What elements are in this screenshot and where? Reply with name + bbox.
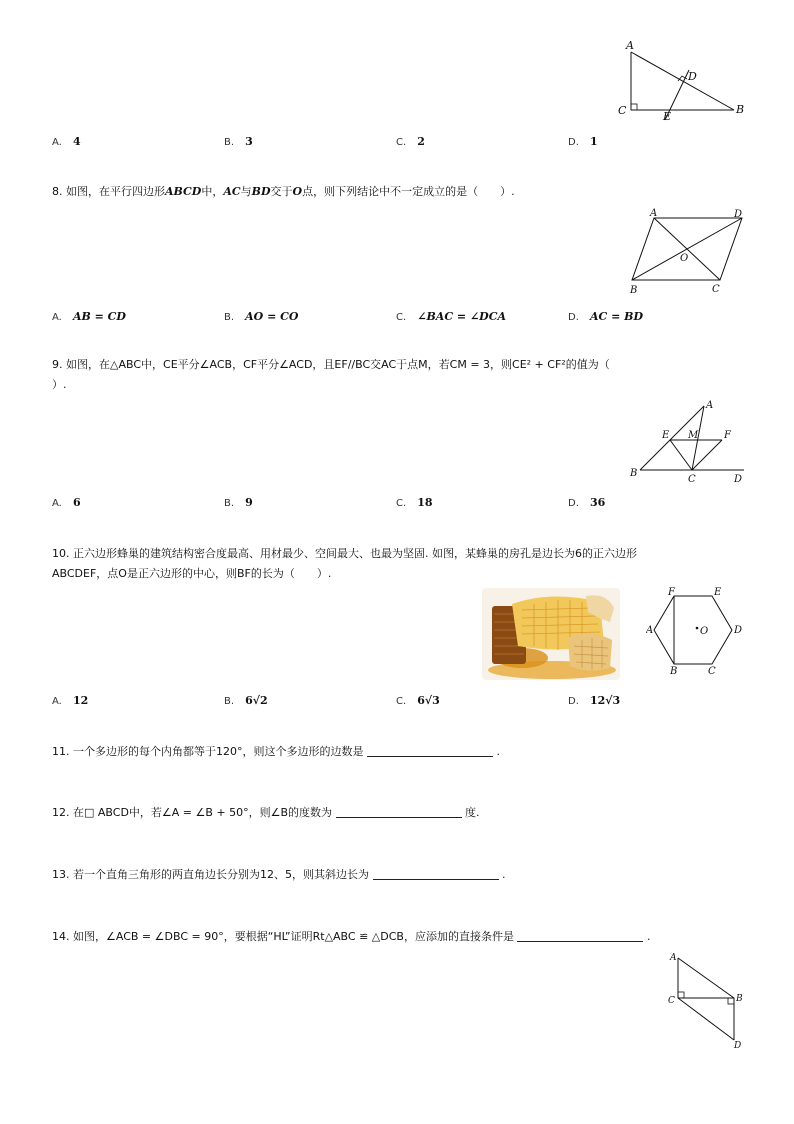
honeycomb-image: [482, 588, 620, 680]
option-value: AB = CD: [72, 310, 126, 323]
q8-math: O: [292, 185, 303, 198]
option-value: 1: [589, 135, 598, 148]
q9-label-d: D: [734, 474, 743, 485]
option-letter: A.: [52, 137, 62, 148]
q8-label-o: O: [680, 253, 689, 264]
option-letter: A.: [52, 312, 62, 323]
q9-label-f: F: [724, 430, 731, 441]
q11-text-end: .: [496, 745, 500, 758]
q10-label-a: A: [646, 625, 654, 636]
q11-text: 一个多边形的每个内角都等于120°，则这个多边形的边数是: [73, 745, 364, 758]
option-value: 18: [417, 496, 433, 509]
option-value: 4: [72, 135, 81, 148]
q12-answer-blank[interactable]: [336, 805, 462, 818]
option-value: 12√3: [589, 694, 621, 707]
q9-option-d[interactable]: [568, 491, 605, 510]
q7-label-c: C: [618, 104, 627, 117]
option-value: 12: [72, 694, 89, 707]
option-letter: C.: [396, 137, 407, 148]
q8-label-a: A: [650, 208, 658, 219]
option-value: 6√3: [417, 694, 440, 707]
q10-option-d[interactable]: [568, 689, 620, 708]
q10-label-d: D: [734, 625, 743, 636]
q8-option-c[interactable]: [396, 305, 506, 324]
q13-text-end: .: [502, 868, 506, 881]
q7-option-c[interactable]: [396, 130, 425, 149]
q8-question: [52, 182, 752, 202]
q9-label-e: E: [662, 430, 670, 441]
q9-label-b: B: [630, 468, 638, 479]
q10-label-c: C: [708, 666, 716, 676]
q10-label-f: F: [668, 587, 675, 598]
q10-question: [52, 544, 752, 584]
q8-math: AC: [223, 185, 241, 198]
option-value: ∠BAC = ∠DCA: [417, 310, 506, 323]
option-value: 9: [245, 496, 253, 509]
q8-label-c: C: [712, 284, 720, 295]
q14-answer-blank[interactable]: [517, 929, 643, 942]
q14-text: 如图，∠ACB = ∠DBC = 90°，要根据“HL”证明Rt△ABC ≌ △DCB，应添加的直接条件是: [73, 930, 514, 943]
option-letter: D.: [568, 498, 579, 509]
q8-text: 点，则下列结论中不一定成立的是（ ）.: [302, 185, 515, 198]
q7-option-a[interactable]: [52, 130, 81, 149]
q7-label-a: A: [626, 39, 634, 52]
option-value: 6: [72, 496, 81, 509]
q14-label-c: C: [668, 996, 675, 1006]
option-letter: B.: [224, 137, 235, 148]
q9-label-m: M: [688, 430, 699, 441]
question-number: 8.: [52, 185, 63, 198]
q10-hexagon-figure: [646, 584, 746, 676]
q10-label-e: E: [714, 587, 722, 598]
q9-option-a[interactable]: [52, 491, 81, 510]
q8-math: ABCD: [165, 185, 202, 198]
option-letter: B.: [224, 312, 235, 323]
q8-text: 如图，在平行四边形: [66, 185, 165, 198]
q9-label-c: C: [688, 474, 696, 485]
question-number: 9.: [52, 358, 63, 371]
q12-text: 在□ ABCD中，若∠A = ∠B + 50°，则∠B的度数为: [73, 806, 333, 819]
q9-figure: [626, 396, 752, 488]
q8-option-a[interactable]: [52, 305, 126, 324]
option-value: 6√2: [245, 694, 268, 707]
q10-text-line2: ABCDEF，点O是正六边形的中心，则BF的长为（ ）.: [52, 567, 332, 580]
option-letter: A.: [52, 498, 62, 509]
option-letter: B.: [224, 498, 235, 509]
q8-label-d: D: [734, 209, 743, 220]
q9-text-line1: 如图，在△ABC中，CE平分∠ACB，CF平分∠ACD，且EF//BC交AC于点M，若CM = 3，则CE² + CF²的值为（: [66, 358, 610, 371]
option-value: 36: [589, 496, 606, 509]
q14-figure: [664, 950, 750, 1050]
q10-label-b: B: [670, 666, 678, 676]
option-letter: C.: [396, 696, 407, 707]
option-letter: C.: [396, 498, 407, 509]
q8-label-b: B: [630, 285, 638, 296]
q10-option-b[interactable]: [224, 689, 268, 708]
option-letter: D.: [568, 696, 579, 707]
q9-label-a: A: [706, 400, 714, 411]
option-letter: C.: [396, 312, 407, 323]
question-number: 12.: [52, 806, 70, 819]
question-number: 14.: [52, 930, 70, 943]
option-letter: B.: [224, 696, 235, 707]
q7-option-d[interactable]: [568, 130, 598, 149]
q13-question: [52, 865, 752, 885]
q9-option-c[interactable]: [396, 491, 433, 510]
q10-text-line1: 正六边形蜂巢的建筑结构密合度最高、用材最少、空间最大、也最为坚固. 如图，某蜂巢的房孔是边长为6的正六边形: [73, 547, 637, 560]
q7-label-b: B: [736, 103, 745, 116]
q14-label-d: D: [734, 1041, 742, 1050]
question-number: 13.: [52, 868, 70, 881]
q14-text-end: .: [646, 930, 651, 943]
q10-option-c[interactable]: [396, 689, 440, 708]
option-value: 2: [417, 135, 425, 148]
q9-option-b[interactable]: [224, 491, 253, 510]
q12-text-end: 度.: [465, 806, 480, 819]
option-letter: A.: [52, 696, 62, 707]
q14-label-b: B: [736, 994, 743, 1004]
question-number: 10.: [52, 547, 70, 560]
q8-text: 交于: [270, 185, 293, 198]
q14-question: [52, 927, 762, 947]
q7-label-d: D: [688, 70, 697, 83]
q9-question: [52, 355, 752, 395]
q10-option-a[interactable]: [52, 689, 88, 708]
question-number: 11.: [52, 745, 70, 758]
q9-text-line2: ）.: [52, 378, 67, 391]
q7-option-b[interactable]: [224, 130, 253, 149]
q8-option-b[interactable]: [224, 305, 298, 324]
q7-label-e: E: [663, 110, 672, 123]
q8-math: BD: [251, 185, 271, 198]
q10-label-o: O: [700, 626, 709, 637]
q11-question: [52, 742, 752, 762]
q13-text: 若一个直角三角形的两直角边长分别为12、5，则其斜边长为: [73, 868, 369, 881]
option-letter: D.: [568, 137, 579, 148]
q8-figure: [624, 204, 754, 296]
q8-text: 与: [240, 185, 252, 198]
q12-question: [52, 803, 752, 823]
q14-label-a: A: [670, 953, 677, 963]
q11-answer-blank[interactable]: [367, 744, 493, 757]
q8-text: 中，: [201, 185, 224, 198]
option-value: 3: [245, 135, 253, 148]
option-value: AC = BD: [589, 310, 643, 323]
q7-figure: [612, 36, 752, 124]
option-letter: D.: [568, 312, 579, 323]
q8-option-d[interactable]: [568, 305, 643, 324]
q13-answer-blank[interactable]: [373, 867, 499, 880]
option-value: AO = CO: [245, 310, 299, 323]
